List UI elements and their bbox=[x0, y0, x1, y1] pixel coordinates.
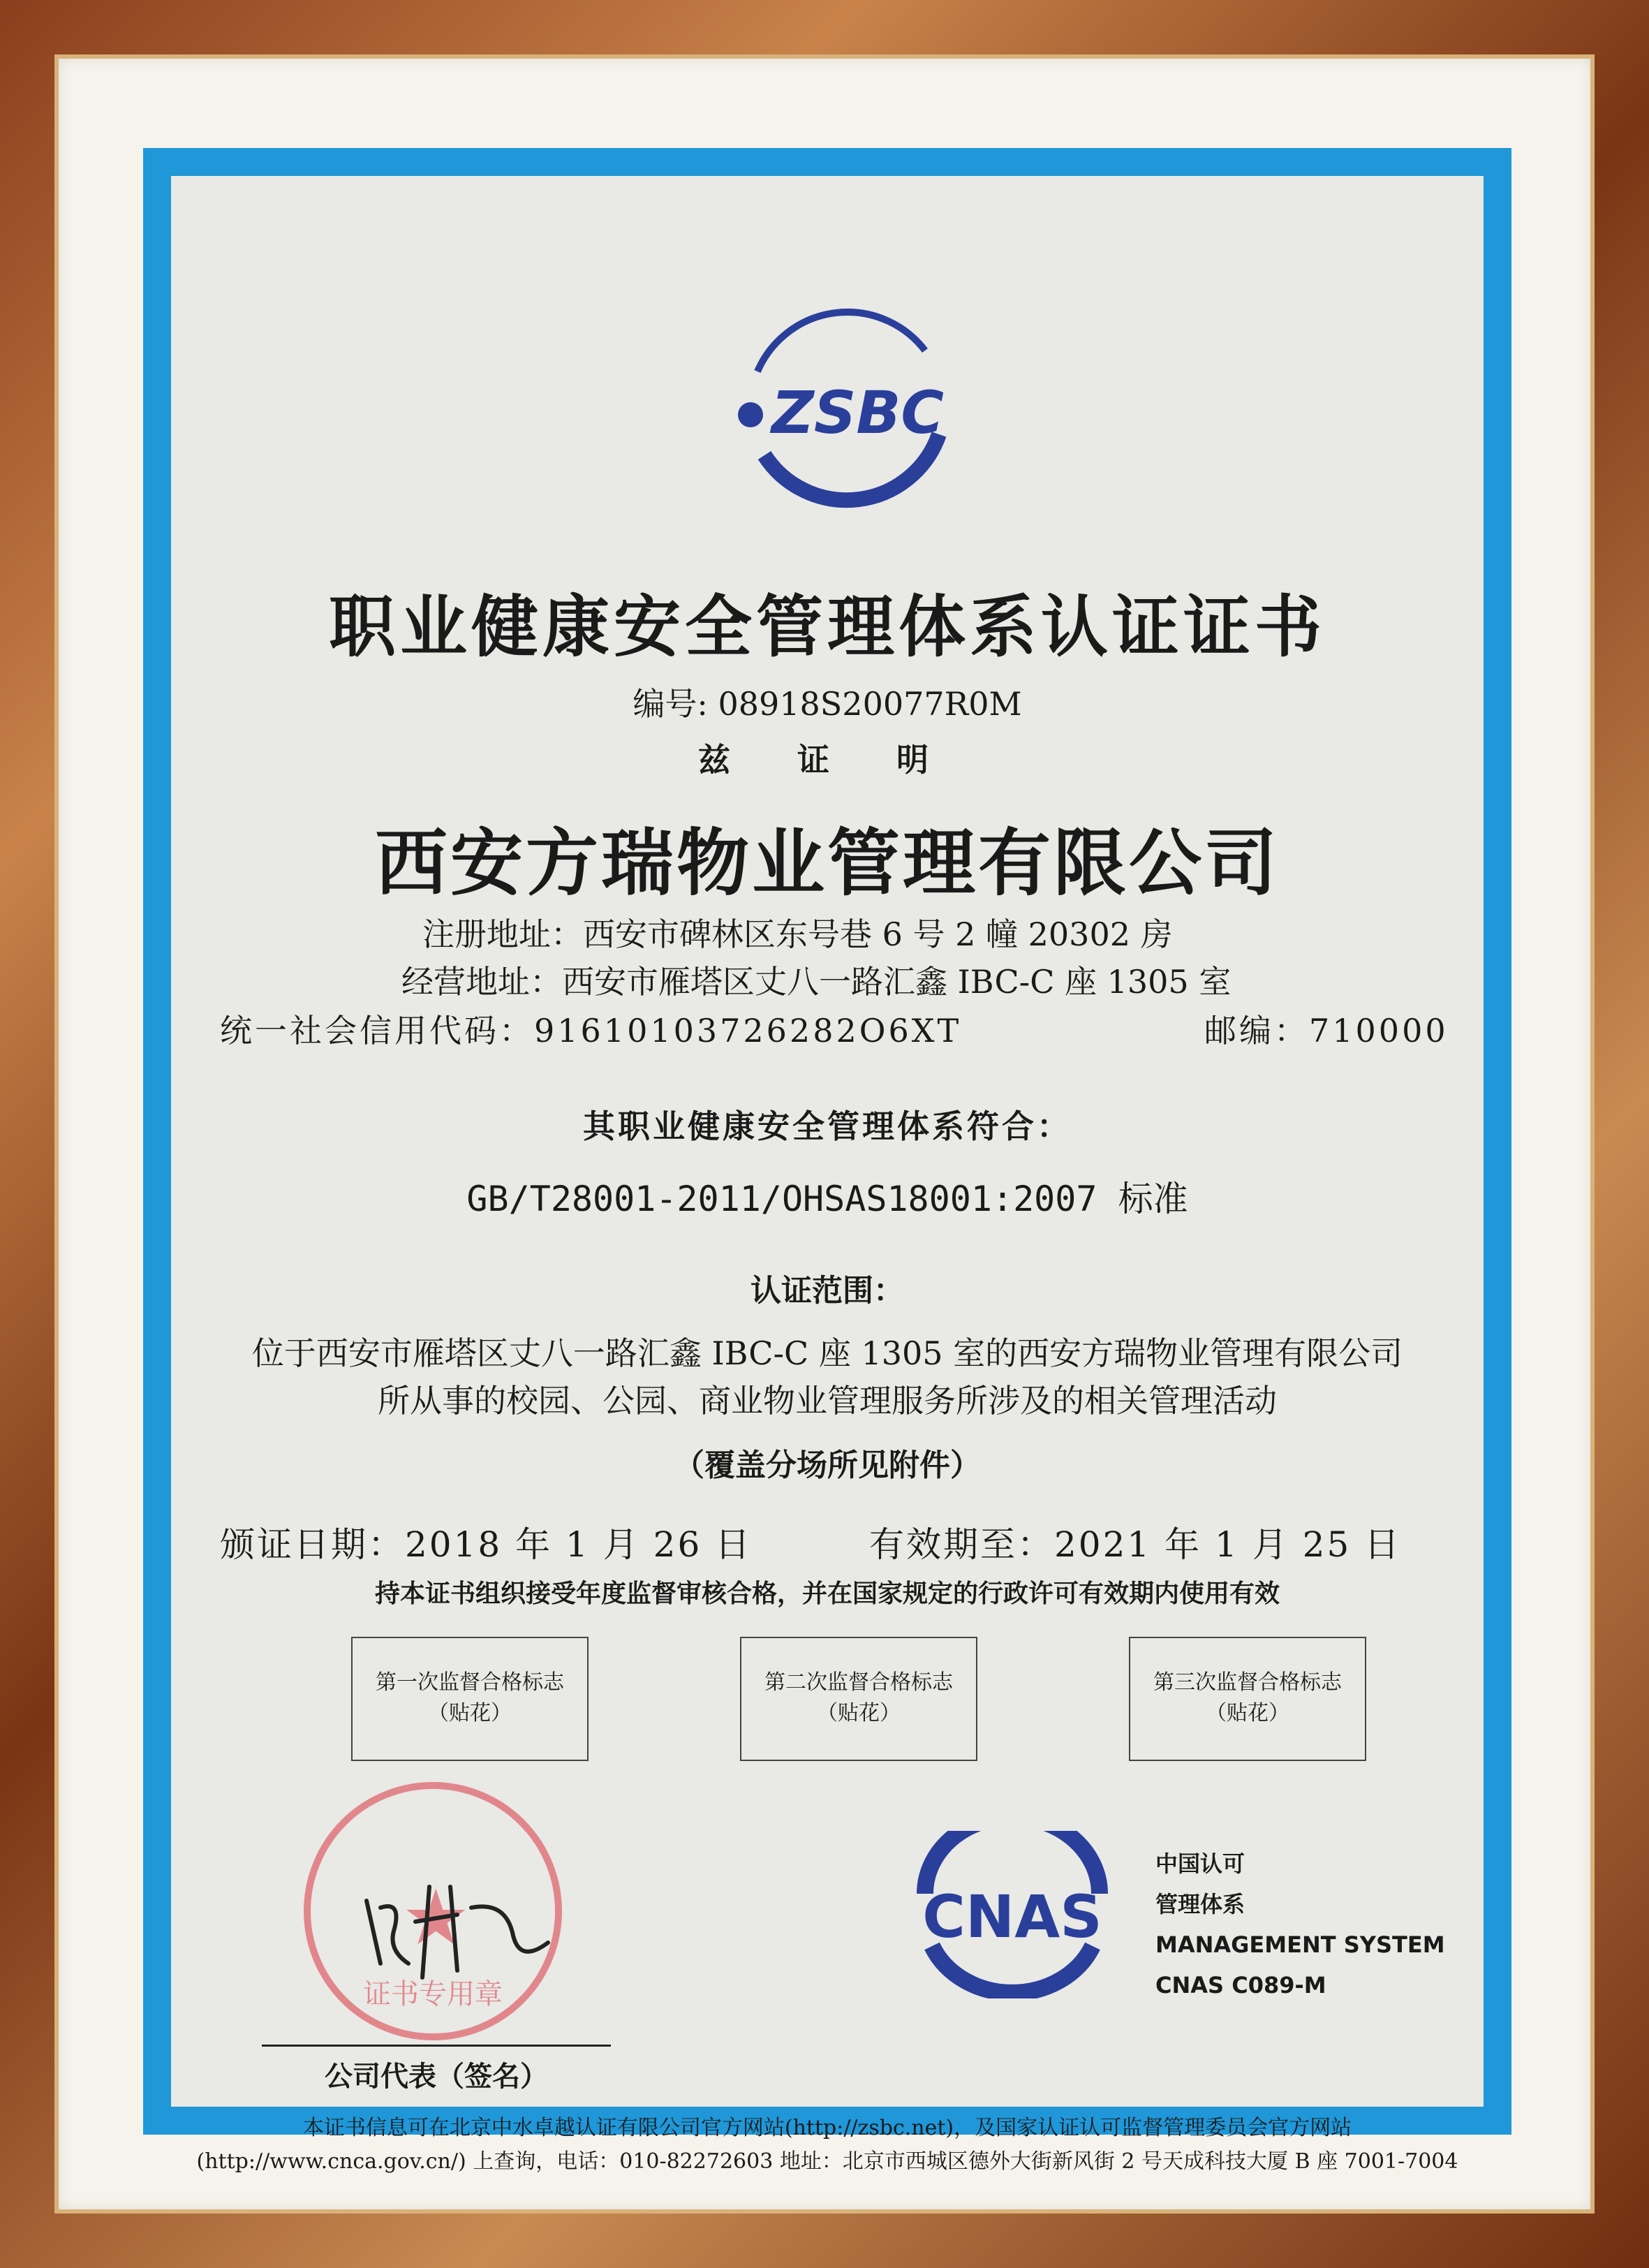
representative-label: 公司代表（签名） bbox=[325, 2061, 548, 2093]
signature-line bbox=[262, 2045, 611, 2047]
company-name: 西安方瑞物业管理有限公司 bbox=[374, 820, 1280, 906]
surveillance-box-label: 第三次监督合格标志 bbox=[1153, 1670, 1342, 1695]
scope-title: 认证范围： bbox=[750, 1273, 904, 1309]
scope-line-1: 位于西安市雁塔区丈八一路汇鑫 IBC-C 座 1305 室的西安方瑞物业管理有限公司 bbox=[251, 1334, 1403, 1372]
certificate-title: 职业健康安全管理体系认证证书 bbox=[329, 588, 1326, 666]
postal-code: 邮编：710000 bbox=[1204, 1012, 1449, 1050]
seal-text: 证书专用章 bbox=[363, 1978, 503, 2010]
cnas-accreditation-text bbox=[1155, 1843, 1445, 2005]
surveillance-box-label: 第二次监督合格标志 bbox=[764, 1670, 953, 1695]
issue-date: 颁证日期：2018 年 1 月 26 日 bbox=[220, 1524, 753, 1565]
surveillance-box-3 bbox=[1129, 1637, 1366, 1761]
conformity-statement: 其职业健康安全管理体系符合： bbox=[583, 1107, 1072, 1145]
surveillance-box-1 bbox=[351, 1637, 589, 1761]
zsbc-logo-text: ZSBC bbox=[771, 378, 945, 447]
cnas-line: MANAGEMENT SYSTEM bbox=[1155, 1931, 1445, 1958]
business-address: 经营地址：西安市雁塔区丈八一路汇鑫 IBC-C 座 1305 室 bbox=[401, 963, 1232, 1001]
certificate-number: 编号: 08918S20077R0M bbox=[633, 685, 1022, 723]
handwritten-signature bbox=[353, 1859, 562, 1998]
footer-line-1: 本证书信息可在北京中水卓越认证有限公司官方网站(http://zsbc.net)，及国家认证认可监督管理委员会官方网站 bbox=[302, 2116, 1352, 2140]
footer-line-2: (http://www.cnca.gov.cn/) 上查询，电话：010-82272603 地址：北京市西城区德外大街新风街 2 号天成科技大厦 B 座 7001-7004 bbox=[196, 2149, 1458, 2174]
cnas-line: 中国认可 bbox=[1155, 1850, 1245, 1877]
validity-note: 持本证书组织接受年度监督审核合格，并在国家规定的行政许可有效期内使用有效 bbox=[374, 1580, 1280, 1608]
cnas-logo bbox=[897, 1831, 1127, 1998]
surveillance-box-sub: （贴花） bbox=[1206, 1701, 1289, 1725]
scope-line-2: 所从事的校园、公园、商业物业管理服务所涉及的相关管理活动 bbox=[378, 1382, 1277, 1420]
surveillance-box-label: 第一次监督合格标志 bbox=[376, 1670, 564, 1695]
attest-heading: 兹 证 明 bbox=[697, 741, 957, 779]
surveillance-box-sub: （贴花） bbox=[428, 1701, 512, 1725]
zsbc-logo bbox=[716, 288, 967, 539]
cnas-logo-text: CNAS bbox=[922, 1883, 1102, 1951]
surveillance-box-2 bbox=[740, 1637, 977, 1761]
appendix-note: （覆盖分场所见附件） bbox=[674, 1448, 981, 1483]
registered-address: 注册地址：西安市碑林区东号巷 6 号 2 幢 20302 房 bbox=[422, 915, 1173, 953]
cnas-line: CNAS C089-M bbox=[1155, 1972, 1326, 1998]
standard-reference: GB/T28001-2011/OHSAS18001:2007 标准 bbox=[466, 1179, 1188, 1219]
certificate bbox=[171, 176, 1484, 2174]
certificate-border bbox=[143, 148, 1511, 2174]
credit-code: 统一社会信用代码：91610103726282O6XT bbox=[220, 1012, 962, 1050]
valid-until: 有效期至：2021 年 1 月 25 日 bbox=[869, 1524, 1402, 1565]
seal-star-icon: ★ bbox=[401, 1873, 471, 1962]
surveillance-box-sub: （贴花） bbox=[817, 1701, 901, 1725]
cnas-line: 管理体系 bbox=[1155, 1891, 1245, 1917]
